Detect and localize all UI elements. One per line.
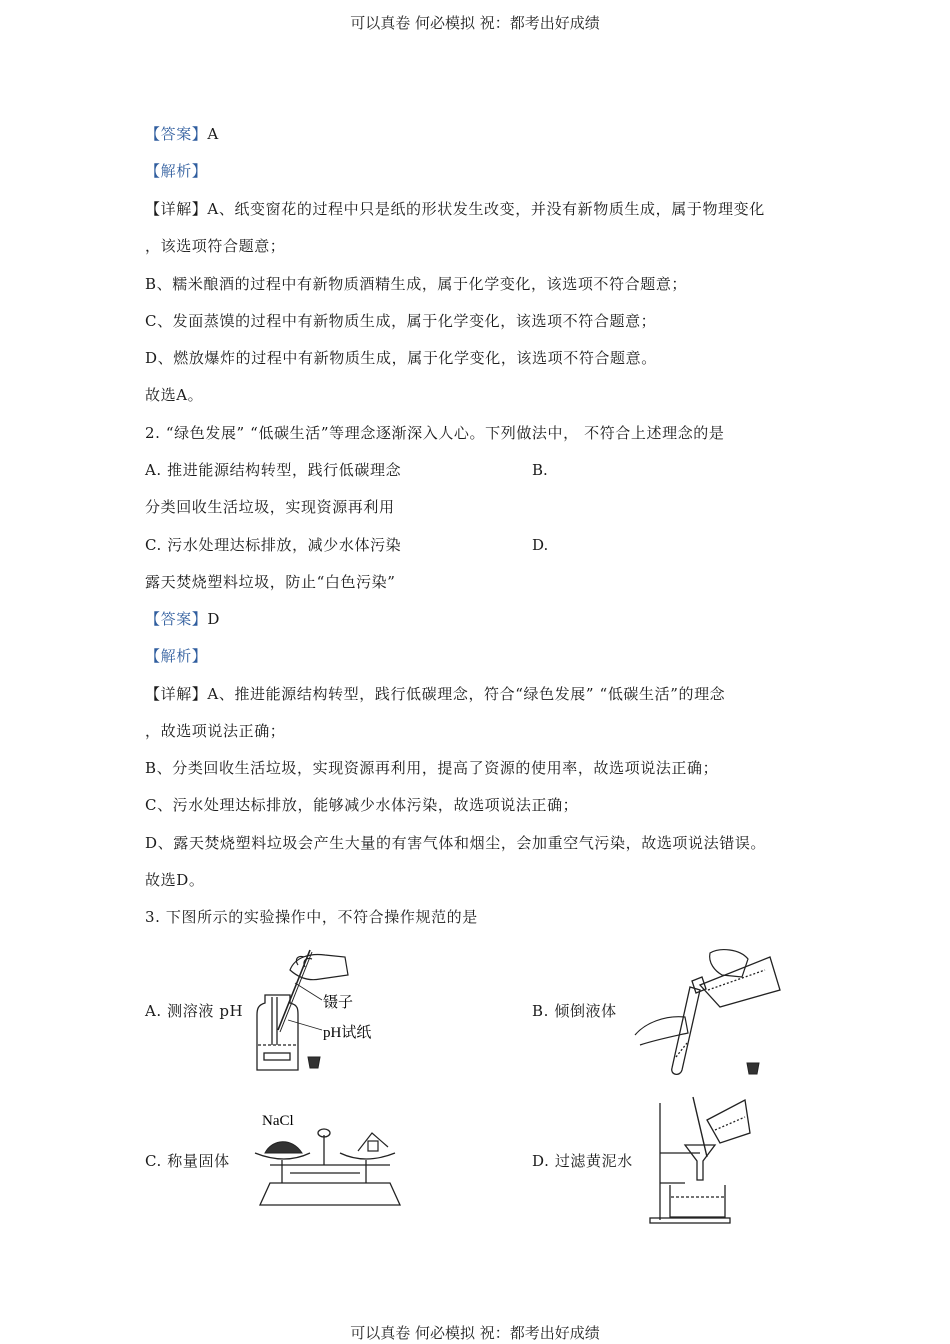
beaker-icon bbox=[670, 1100, 750, 1217]
q1-detail-1 bbox=[145, 199, 765, 219]
q2-conclusion: 故选D。 bbox=[145, 871, 205, 889]
ph-paper-label: pH试纸 bbox=[323, 1025, 372, 1041]
q1-detail-1b: ，该选项符合题意； bbox=[145, 237, 286, 255]
answer-tag: 【答案】 bbox=[145, 610, 208, 628]
q1-answer-line bbox=[145, 124, 219, 144]
q1-detail-2: B、糯米酿酒的过程中有新物质酒精生成，属于化学变化，该选项不符合题意； bbox=[145, 275, 688, 293]
q2-detail-1-text: A、推进能源结构转型，践行低碳理念，符合“绿色发展” “低碳生活”的理念 bbox=[207, 685, 726, 703]
q2-detail-3: C、污水处理达标排放，能够减少水体污染，故选项说法正确； bbox=[145, 796, 579, 814]
q2-detail-1b: ，故选项说法正确； bbox=[145, 722, 286, 740]
q3-option-d: D. 过滤黄泥水 bbox=[532, 1152, 633, 1170]
nacl-pile-icon bbox=[265, 1142, 302, 1153]
q2-option-c: C. 污水处理达标排放，减少水体污染 bbox=[145, 536, 402, 554]
q1-answer: A bbox=[207, 125, 219, 143]
funnel-icon bbox=[685, 1145, 715, 1180]
reagent-bottle-icon bbox=[692, 957, 780, 1007]
detail-tag: 【详解】 bbox=[145, 200, 208, 218]
test-tube-icon bbox=[672, 987, 700, 1074]
analysis-tag: 【解析】 bbox=[145, 647, 208, 665]
tweezers-icon bbox=[278, 950, 310, 1030]
q1-detail-1-text: A、纸变窗花的过程中只是纸的形状发生改变，并没有新物质生成，属于物理变化 bbox=[207, 200, 765, 218]
stopper-icon bbox=[308, 1057, 320, 1068]
weight-icon bbox=[358, 1133, 388, 1151]
figure-measure-ph bbox=[250, 945, 390, 1075]
glass-rod-icon bbox=[693, 1097, 707, 1157]
figure-balance bbox=[250, 1105, 410, 1215]
page-header: 可以真卷 何必模拟 祝：都考出好成绩 bbox=[350, 14, 600, 32]
q2-detail-2: B、分类回收生活垃圾，实现资源再利用，提高了资源的使用率，故选项说法正确； bbox=[145, 759, 719, 777]
q2-option-b: 分类回收生活垃圾，实现资源再利用 bbox=[145, 498, 395, 516]
q3-option-b: B. 倾倒液体 bbox=[532, 1002, 617, 1020]
iron-stand-icon bbox=[650, 1103, 730, 1223]
q2-option-d-letter: D. bbox=[532, 536, 549, 554]
q1-detail-3: C、发面蒸馍的过程中有新物质生成，属于化学变化，该选项不符合题意； bbox=[145, 312, 657, 330]
stopper-icon bbox=[747, 1063, 759, 1074]
q2-answer-line bbox=[145, 609, 220, 629]
q2-detail-4: D、露天焚烧塑料垃圾会产生大量的有害气体和烟尘，会加重空气污染，故选项说法错误。 bbox=[145, 834, 767, 852]
figure-pour-liquid bbox=[630, 945, 780, 1080]
q1-analysis-line bbox=[145, 161, 207, 181]
q2-detail-1 bbox=[145, 684, 725, 704]
analysis-tag: 【解析】 bbox=[145, 162, 208, 180]
q2-option-b-letter: B. bbox=[532, 461, 548, 479]
beaker-icon bbox=[257, 995, 298, 1070]
q3-stem: 3. 下图所示的实验操作中，不符合操作规范的是 bbox=[145, 908, 478, 926]
q2-analysis-line bbox=[145, 646, 207, 666]
nacl-label: NaCl bbox=[262, 1113, 294, 1129]
q1-detail-4: D、燃放爆炸的过程中有新物质生成，属于化学变化，该选项不符合题意。 bbox=[145, 349, 657, 367]
q2-answer: D bbox=[207, 610, 221, 628]
figure-filtration bbox=[645, 1095, 755, 1230]
q1-conclusion: 故选A。 bbox=[145, 386, 204, 404]
q3-option-c: C. 称量固体 bbox=[145, 1152, 230, 1170]
q3-option-a: A. 测溶液 pH bbox=[145, 1002, 244, 1020]
answer-tag: 【答案】 bbox=[145, 125, 208, 143]
q2-option-a: A. 推进能源结构转型，践行低碳理念 bbox=[145, 461, 402, 479]
q2-option-d: 露天焚烧塑料垃圾，防止“白色污染” bbox=[145, 573, 396, 591]
q2-stem: 2. “绿色发展” “低碳生活”等理念逐渐深入人心。下列做法中， 不符合上述理念的是 bbox=[145, 424, 725, 442]
tweezers-label: 镊子 bbox=[323, 995, 354, 1011]
page-footer: 可以真卷 何必模拟 祝：都考出好成绩 bbox=[350, 1324, 600, 1342]
hand-icon bbox=[290, 955, 348, 980]
detail-tag: 【详解】 bbox=[145, 685, 208, 703]
